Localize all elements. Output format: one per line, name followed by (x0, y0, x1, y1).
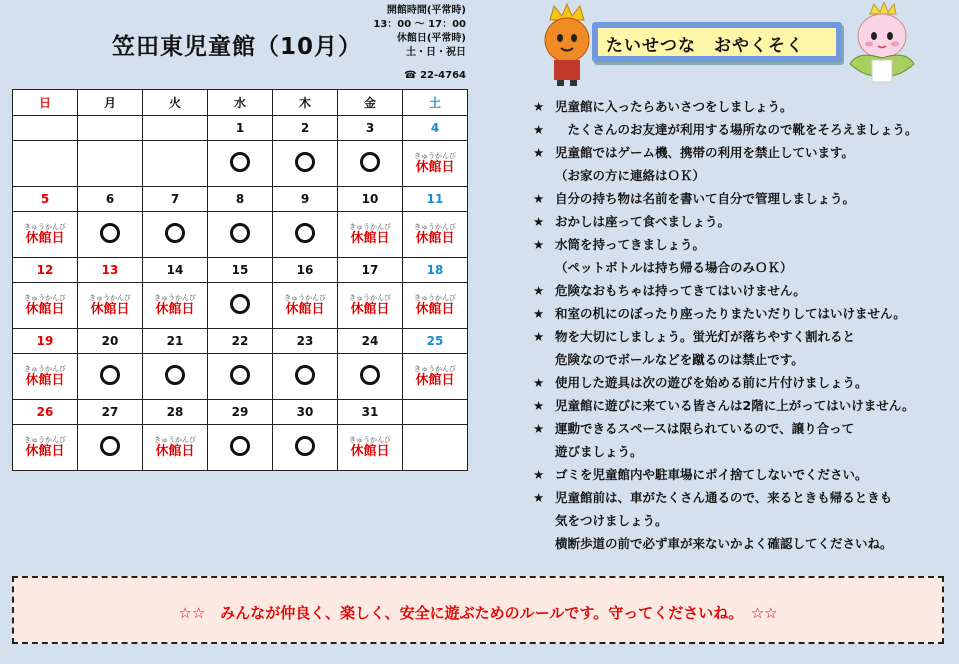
open-day-mark (78, 425, 143, 471)
closed-ruby: きゅうかんび (414, 223, 456, 231)
closed-day-mark (338, 212, 403, 258)
star-icon: ★ (533, 421, 545, 436)
rule-item (533, 509, 953, 532)
day-number: 14 (143, 258, 208, 283)
princess-mascot-icon (836, 2, 928, 88)
closed-label: 休館日 (155, 444, 195, 459)
day-number: 19 (13, 329, 78, 354)
circle-icon (295, 223, 315, 243)
day-number: 10 (338, 187, 403, 212)
banner-title: たいせつな おやくそく (606, 36, 804, 56)
closed-ruby: きゅうかんび (24, 223, 66, 231)
rule-text: おかしは座って食べましょう。 (555, 214, 731, 229)
rule-item (533, 118, 953, 141)
circle-icon (295, 365, 315, 385)
day-number (403, 400, 468, 425)
closed-day-mark (13, 212, 78, 258)
rule-item (533, 164, 953, 187)
star-icon: ★ (533, 490, 545, 505)
rule-text: 水筒を持ってきましょう。 (555, 237, 706, 252)
closed-label: 休館日 (350, 302, 390, 317)
day-number: 3 (338, 116, 403, 141)
rule-item (533, 463, 953, 486)
star-icon: ★ (533, 122, 545, 137)
closed-days: 土・日・祝日 (406, 47, 466, 58)
day-number: 5 (13, 187, 78, 212)
weekday-header: 火 (143, 90, 208, 116)
rule-item (533, 187, 953, 210)
closed-day-mark (403, 212, 468, 258)
weekday-header: 月 (78, 90, 143, 116)
closed-label: 休館日 (415, 302, 455, 317)
closed-label: 休館日 (415, 160, 455, 175)
open-day-mark (208, 354, 273, 400)
closed-day-mark (338, 283, 403, 329)
rule-text: 児童館に入ったらあいさつをしましょう。 (555, 99, 793, 114)
closed-day-mark (143, 425, 208, 471)
rule-text: 物を大切にしましょう。蛍光灯が落ちやすく割れると (555, 329, 856, 344)
day-number (78, 116, 143, 141)
star-icon: ★ (533, 145, 545, 160)
rule-item (533, 348, 953, 371)
day-number (13, 116, 78, 141)
rule-text: 児童館前は、車がたくさん通るので、来るときも帰るときも (555, 490, 893, 505)
calendar (12, 89, 468, 471)
day-number: 16 (273, 258, 338, 283)
rule-item (533, 302, 953, 325)
day-number: 21 (143, 329, 208, 354)
rule-text: 和室の机にのぼったり座ったりまたいだりしてはいけません。 (555, 306, 906, 321)
day-number: 18 (403, 258, 468, 283)
star-icon: ★ (533, 214, 545, 229)
open-day-mark (273, 354, 338, 400)
star-icon: ★ (533, 283, 545, 298)
rule-text: 気をつけましょう。 (555, 513, 668, 528)
circle-icon (295, 436, 315, 456)
rule-item (533, 532, 953, 555)
closed-label: 休館日 (25, 444, 65, 459)
day-number: 13 (78, 258, 143, 283)
rule-item (533, 256, 953, 279)
open-day-mark (338, 141, 403, 187)
weekday-header: 木 (273, 90, 338, 116)
closed-ruby: きゅうかんび (414, 294, 456, 302)
closed-ruby: きゅうかんび (154, 436, 196, 444)
day-number (143, 116, 208, 141)
circle-icon (230, 436, 250, 456)
closed-day-mark (273, 283, 338, 329)
footer-notice (12, 576, 944, 644)
rule-item (533, 141, 953, 164)
rule-text: 運動できるスペースは限られているので、譲り合って (555, 421, 855, 436)
open-day-mark (273, 212, 338, 258)
day-number: 15 (208, 258, 273, 283)
open-day-mark (273, 141, 338, 187)
closed-day-mark (143, 283, 208, 329)
circle-icon (165, 223, 185, 243)
rule-text: （お家の方に連絡はＯＫ） (555, 168, 706, 183)
page-title: 笠田東児童館（10月） (112, 34, 363, 60)
closed-label: 休館日 (415, 373, 455, 388)
circle-icon (100, 365, 120, 385)
closed-ruby: きゅうかんび (154, 294, 196, 302)
rule-text: 自分の持ち物は名前を書いて自分で管理しましょう。 (555, 191, 856, 206)
rule-text: 使用した遊具は次の遊びを始める前に片付けましょう。 (555, 375, 868, 390)
closed-label: 休館日 (90, 302, 130, 317)
weekday-header: 土 (403, 90, 468, 116)
day-number: 9 (273, 187, 338, 212)
closed-label: 休館日 (25, 231, 65, 246)
day-number: 23 (273, 329, 338, 354)
day-number: 11 (403, 187, 468, 212)
rule-item (533, 95, 953, 118)
closed-ruby: きゅうかんび (24, 294, 66, 302)
opening-hours (360, 4, 466, 60)
closed-day-mark (338, 425, 403, 471)
day-number: 30 (273, 400, 338, 425)
closed-day-mark (13, 283, 78, 329)
star-icon: ★ (533, 99, 545, 114)
rule-item (533, 371, 953, 394)
day-number: 31 (338, 400, 403, 425)
open-day-mark (208, 212, 273, 258)
closed-day-mark (13, 425, 78, 471)
star-icon: ★ (533, 237, 545, 252)
open-day-mark (208, 425, 273, 471)
rule-text: 横断歩道の前で必ず車が来ないかよく確認してくださいね。 (555, 536, 893, 551)
closed-label: 休館日 (25, 302, 65, 317)
open-day-mark (338, 354, 403, 400)
rule-item (533, 394, 953, 417)
empty-cell (13, 141, 78, 187)
day-number: 4 (403, 116, 468, 141)
open-day-mark (143, 354, 208, 400)
open-day-mark (143, 212, 208, 258)
closed-title: 休館日(平常時) (396, 33, 466, 44)
rule-text: 遊びましょう。 (555, 444, 643, 459)
day-number: 28 (143, 400, 208, 425)
rule-text: 危険なおもちゃは持ってきてはいけません。 (555, 283, 806, 298)
promise-banner (592, 22, 842, 62)
star-icon: ★ (533, 375, 545, 390)
circle-icon (230, 152, 250, 172)
rule-item (533, 325, 953, 348)
closed-day-mark (403, 141, 468, 187)
day-number: 27 (78, 400, 143, 425)
star-icon: ★ (533, 329, 545, 344)
day-number: 26 (13, 400, 78, 425)
closed-ruby: きゅうかんび (349, 436, 391, 444)
rule-item (533, 440, 953, 463)
weekday-header: 金 (338, 90, 403, 116)
rule-item (533, 417, 953, 440)
closed-label: 休館日 (415, 231, 455, 246)
hours-value: 13：00 ～ 17：00 (373, 19, 466, 30)
closed-label: 休館日 (285, 302, 325, 317)
closed-ruby: きゅうかんび (89, 294, 131, 302)
day-number: 22 (208, 329, 273, 354)
closed-ruby: きゅうかんび (349, 294, 391, 302)
closed-ruby: きゅうかんび (24, 436, 66, 444)
circle-icon (230, 223, 250, 243)
rule-text: たくさんのお友達が利用する場所なので靴をそろえましょう。 (555, 122, 918, 137)
closed-ruby: きゅうかんび (24, 365, 66, 373)
circle-icon (100, 436, 120, 456)
rule-text: 児童館ではゲーム機、携帯の利用を禁止しています。 (555, 145, 855, 160)
star-icon: ★ (533, 191, 545, 206)
closed-day-mark (403, 354, 468, 400)
rule-text: ゴミを児童館内や駐車場にポイ捨てしないでください。 (555, 467, 868, 482)
footer-text: ☆☆ みんなが仲良く、楽しく、安全に遊ぶためのルールです。守ってくださいね。 ☆☆ (178, 604, 778, 622)
open-day-mark (273, 425, 338, 471)
phone-number: ☎ 22-4764 (404, 70, 466, 81)
circle-icon (360, 152, 380, 172)
day-number: 1 (208, 116, 273, 141)
rule-text: （ペットボトルは持ち帰る場合のみＯＫ） (555, 260, 793, 275)
day-number: 8 (208, 187, 273, 212)
empty-cell (143, 141, 208, 187)
closed-ruby: きゅうかんび (284, 294, 326, 302)
empty-cell (403, 425, 468, 471)
circle-icon (230, 294, 250, 314)
closed-ruby: きゅうかんび (414, 365, 456, 373)
circle-icon (360, 365, 380, 385)
day-number: 6 (78, 187, 143, 212)
rule-item (533, 486, 953, 509)
closed-ruby: きゅうかんび (414, 152, 456, 160)
circle-icon (100, 223, 120, 243)
circle-icon (165, 365, 185, 385)
closed-day-mark (403, 283, 468, 329)
star-icon: ★ (533, 398, 545, 413)
day-number: 17 (338, 258, 403, 283)
closed-label: 休館日 (350, 231, 390, 246)
rules-list (533, 95, 953, 555)
open-day-mark (78, 354, 143, 400)
closed-label: 休館日 (350, 444, 390, 459)
day-number: 24 (338, 329, 403, 354)
rule-text: 危険なのでボールなどを蹴るのは禁止です。 (555, 352, 804, 367)
rule-text: 児童館に遊びに来ている皆さんは2階に上がってはいけません。 (555, 398, 915, 413)
star-icon: ★ (533, 306, 545, 321)
closed-label: 休館日 (25, 373, 65, 388)
open-day-mark (208, 283, 273, 329)
closed-ruby: きゅうかんび (349, 223, 391, 231)
rule-item (533, 279, 953, 302)
star-icon: ★ (533, 467, 545, 482)
rule-item (533, 233, 953, 256)
empty-cell (78, 141, 143, 187)
day-number: 7 (143, 187, 208, 212)
circle-icon (295, 152, 315, 172)
day-number: 20 (78, 329, 143, 354)
day-number: 2 (273, 116, 338, 141)
open-day-mark (78, 212, 143, 258)
weekday-header: 日 (13, 90, 78, 116)
day-number: 25 (403, 329, 468, 354)
open-day-mark (208, 141, 273, 187)
weekday-header: 水 (208, 90, 273, 116)
rule-item (533, 210, 953, 233)
closed-day-mark (13, 354, 78, 400)
circle-icon (230, 365, 250, 385)
closed-label: 休館日 (155, 302, 195, 317)
day-number: 12 (13, 258, 78, 283)
closed-day-mark (78, 283, 143, 329)
day-number: 29 (208, 400, 273, 425)
hours-title: 開館時間(平常時) (386, 5, 466, 16)
